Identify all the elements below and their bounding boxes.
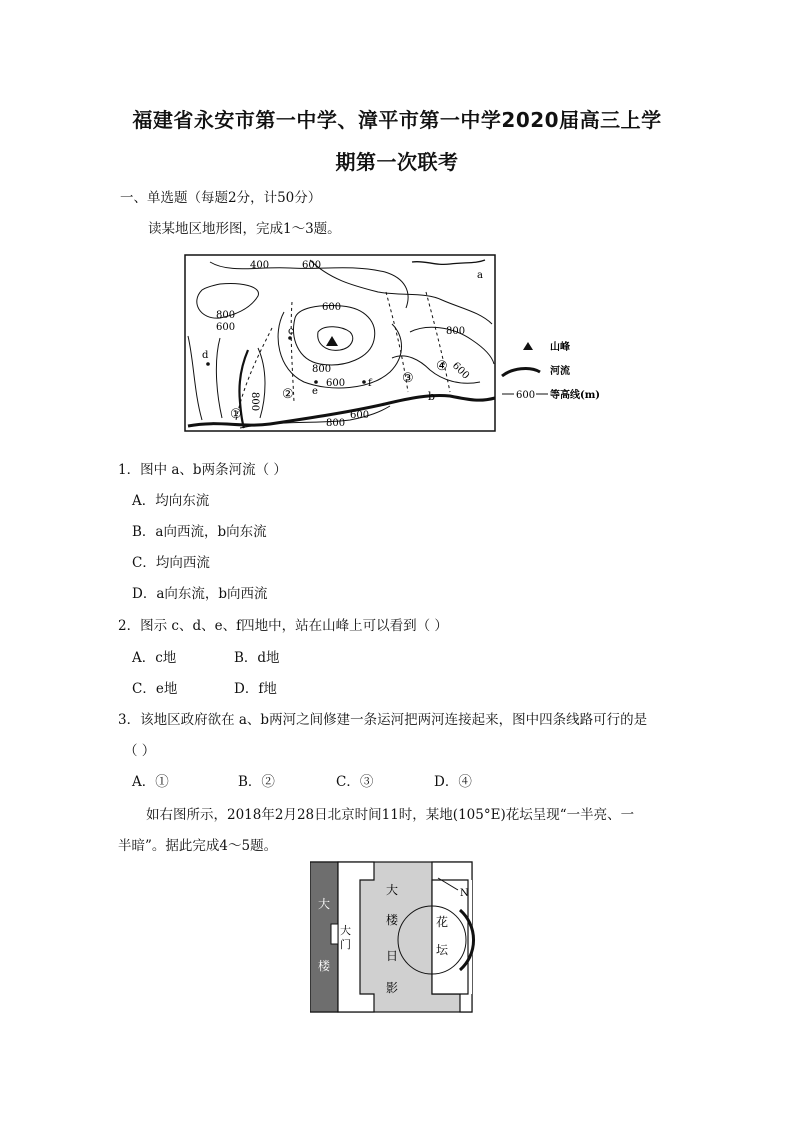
route-1-label: ① xyxy=(230,407,242,422)
section-heading: 一、单选题（每题2分，计50分） xyxy=(120,190,322,206)
flowerbed-label: 花 xyxy=(436,915,449,929)
shadow-label: 影 xyxy=(386,981,399,995)
q1-option-d: D．a向东流，b向西流 xyxy=(132,586,268,602)
contour-label: 600 xyxy=(326,378,346,389)
q1-option-a: A．均向东流 xyxy=(132,493,210,509)
q2-stem: 2．图示 c、d、e、f四地中，站在山峰上可以看到（ ） xyxy=(118,618,448,634)
contour-label: 600 xyxy=(449,360,472,382)
point-f-label: f xyxy=(368,378,372,389)
route-4-label: ④ xyxy=(436,359,448,374)
contour-label: 600 xyxy=(322,302,342,313)
contour-label: 800 xyxy=(446,326,466,337)
contour-line xyxy=(188,336,202,420)
q1-option-c: C．均向西流 xyxy=(132,555,210,571)
q1-option-b: B．a向西流，b向东流 xyxy=(132,524,267,540)
left-building-label: 楼 xyxy=(318,959,331,973)
intro-topomap: 读某地区地形图，完成1～3题。 xyxy=(148,221,341,237)
q2-option-a: A．c地 xyxy=(132,650,177,666)
topographic-map xyxy=(180,252,620,436)
shadow-label: 楼 xyxy=(386,913,399,927)
q2-option-b: B．d地 xyxy=(234,650,280,666)
q3-option-d: D．④ xyxy=(434,774,472,790)
contour-label: 800 xyxy=(216,310,236,321)
flowerbed-figure xyxy=(310,860,486,1014)
point-a-label: a xyxy=(477,270,483,281)
legend-contour-value: 600 xyxy=(516,390,536,401)
point-d-label: d xyxy=(202,350,209,361)
legend-contour-label: 等高线(m) xyxy=(550,390,601,401)
contour-label: 600 xyxy=(216,322,236,333)
contour-label: 600 xyxy=(302,260,322,271)
peak-icon xyxy=(326,336,338,346)
route-4-line xyxy=(426,292,450,392)
q1-stem: 1．图中 a、b两条河流（ ） xyxy=(118,462,287,478)
doc-title-line1: 福建省永安市第一中学、漳平市第一中学2020届高三上学 xyxy=(132,108,662,132)
gate-rect xyxy=(331,924,338,944)
legend-river-label: 河流 xyxy=(550,366,570,377)
gate-label: 大 xyxy=(340,924,351,937)
contour-line xyxy=(310,260,492,324)
left-building-label: 大 xyxy=(318,897,331,911)
legend-peak-icon xyxy=(523,342,533,350)
q2-option-c: C．e地 xyxy=(132,681,178,697)
contour-label: 800 xyxy=(312,364,332,375)
map-frame xyxy=(185,255,495,431)
point-f-dot xyxy=(362,380,366,384)
route-3-label: ③ xyxy=(402,371,414,386)
contour-line xyxy=(294,306,375,365)
contour-label: 400 xyxy=(250,260,270,271)
q3-stem: 3．该地区政府欲在 a、b两河之间修建一条运河把两河连接起来，图中四条线路可行的是 xyxy=(118,712,648,728)
point-c-label: c xyxy=(288,326,294,337)
q2-option-d: D．f地 xyxy=(234,681,277,697)
shadow-label: 日 xyxy=(386,949,399,963)
point-e-label: e xyxy=(312,386,318,397)
q3-option-a: A．① xyxy=(132,774,169,790)
shadow-label: 大 xyxy=(386,883,399,897)
contour-label: 600 xyxy=(350,410,370,421)
route-2-label: ② xyxy=(282,387,294,402)
contour-label: 800 xyxy=(326,418,346,429)
point-b-label: b xyxy=(428,390,436,403)
gate-label: 门 xyxy=(340,938,351,951)
contour-line xyxy=(318,327,353,351)
legend-peak-label: 山峰 xyxy=(550,342,570,353)
q3-paren: （ ） xyxy=(124,743,156,759)
point-d-dot xyxy=(206,362,210,366)
contour-line xyxy=(216,338,222,418)
q3-option-b: B．② xyxy=(238,774,275,790)
north-label: N xyxy=(460,888,469,899)
flowerbed-label: 坛 xyxy=(436,943,449,957)
legend-river-icon xyxy=(502,369,540,376)
intro-flowerbed-line1: 如右图所示，2018年2月28日北京时间11时，某地(105°E)花坛呈现“一半亮、一 xyxy=(146,807,635,823)
q3-option-c: C．③ xyxy=(336,774,374,790)
river-a xyxy=(412,260,485,264)
contour-label: 800 xyxy=(249,392,260,412)
point-e-dot xyxy=(314,380,318,384)
doc-title-line2: 期第一次联考 xyxy=(335,150,459,174)
intro-flowerbed-line2: 半暗”。据此完成4～5题。 xyxy=(118,838,278,854)
